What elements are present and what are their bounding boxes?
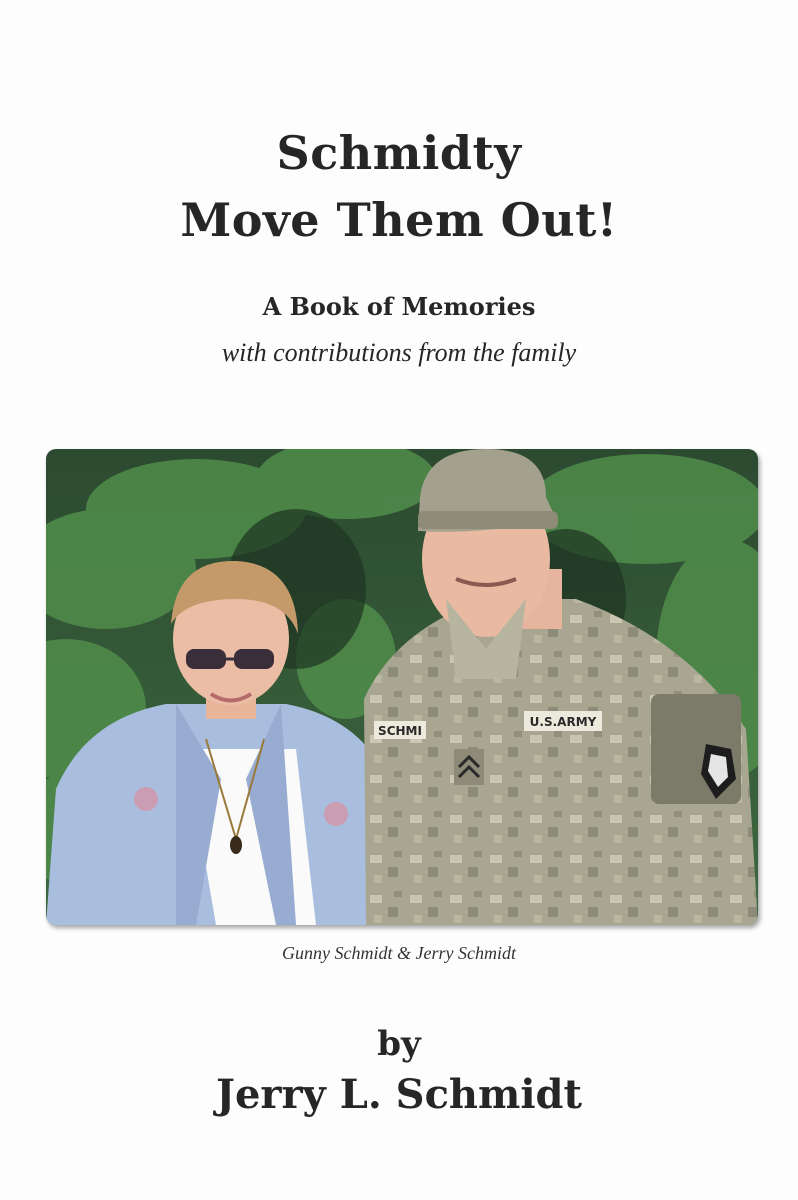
book-tagline: with contributions from the family — [221, 338, 577, 367]
book-subtitle: A Book of Memories — [262, 292, 536, 321]
branch-tape: U.S.ARMY — [529, 715, 597, 729]
book-title-line-2: Move Them Out! — [180, 193, 618, 247]
book-title-line-1: Schmidty — [276, 126, 522, 180]
by-label: by — [377, 1024, 421, 1064]
cover-photo-illustration — [46, 449, 758, 925]
name-tape: SCHMI — [378, 724, 422, 738]
photo-caption: Gunny Schmidt & Jerry Schmidt — [282, 943, 516, 963]
cover-photo — [46, 449, 758, 925]
author-name: Jerry L. Schmidt — [216, 1071, 582, 1118]
